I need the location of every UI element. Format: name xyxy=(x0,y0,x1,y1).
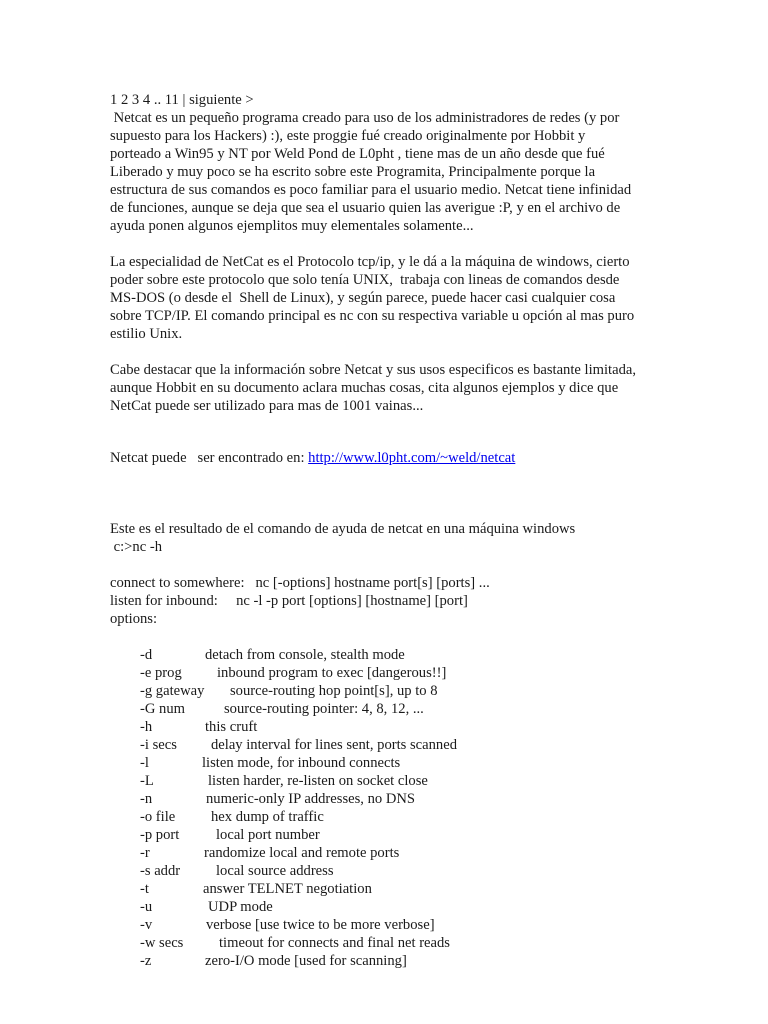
text-line: de funciones, aunque se deja que sea el usuario quien las averigue :P, y en el archivo de xyxy=(110,200,621,216)
option-flag: -w secs xyxy=(140,935,184,951)
option-row xyxy=(110,808,670,826)
text-line: sobre TCP/IP. El comando principal es nc con su respectiva variable u opción al mas puro xyxy=(110,308,635,324)
option-row xyxy=(110,790,670,808)
text-line: estructura de sus comandos es poco familiar para el usuario medio. Netcat tiene infinidad xyxy=(110,182,632,198)
option-flag: -v xyxy=(140,917,153,933)
pagination xyxy=(110,91,670,109)
help-intro xyxy=(110,520,670,556)
option-row xyxy=(110,736,670,754)
option-desc: hex dump of traffic xyxy=(211,809,324,825)
option-flag: -i secs xyxy=(140,737,177,753)
option-desc: source-routing hop point[s], up to 8 xyxy=(230,683,438,699)
option-row xyxy=(110,898,670,916)
text-line: aunque Hobbit en su documento aclara muchas cosas, cita algunos ejemplos y dice que xyxy=(110,380,619,396)
text-line: poder sobre este protocolo que solo tenía UNIX, trabaja con lineas de comandos desde xyxy=(110,272,620,288)
intro-paragraph xyxy=(110,109,670,235)
option-desc: randomize local and remote ports xyxy=(204,845,400,861)
option-flag: -g gateway xyxy=(140,683,205,699)
option-row xyxy=(110,934,670,952)
limited-info-paragraph xyxy=(110,361,670,415)
pagination-ellipsis: .. xyxy=(153,92,162,108)
option-flag: -r xyxy=(140,845,150,861)
option-flag: -u xyxy=(140,899,153,915)
option-flag: -p port xyxy=(140,827,180,843)
netcat-url-link[interactable]: http://www.l0pht.com/~weld/netcat xyxy=(308,450,516,466)
option-row xyxy=(110,844,670,862)
page-link-11[interactable]: 11 xyxy=(164,92,179,108)
option-flag: -z xyxy=(140,953,152,969)
option-desc: delay interval for lines sent, ports scanned xyxy=(211,737,457,753)
text-line: Netcat es un pequeño programa creado para uso de los administradores de redes (y por xyxy=(110,110,620,126)
option-desc: listen mode, for inbound connects xyxy=(202,755,401,771)
option-row xyxy=(110,718,670,736)
download-paragraph xyxy=(110,449,670,467)
option-flag: -h xyxy=(140,719,153,735)
option-desc: numeric-only IP addresses, no DNS xyxy=(206,791,416,807)
option-desc: answer TELNET negotiation xyxy=(203,881,372,897)
download-text: Netcat puede ser encontrado en: xyxy=(110,450,309,466)
options-heading: options: xyxy=(110,611,158,627)
option-row xyxy=(110,880,670,898)
option-desc: listen harder, re-listen on socket close xyxy=(208,773,428,789)
option-row xyxy=(110,952,670,970)
document-page xyxy=(110,91,670,970)
text-line: porteado a Win95 y NT por Weld Pond de L0pht , tiene mas de un año desde que fué xyxy=(110,146,605,162)
option-desc: timeout for connects and final net reads xyxy=(219,935,450,951)
option-row xyxy=(110,682,670,700)
option-desc: UDP mode xyxy=(208,899,273,915)
option-row xyxy=(110,664,670,682)
option-desc: this cruft xyxy=(205,719,258,735)
text-line: Liberado y muy poco se ha escrito sobre este Programita, Principalmente porque la xyxy=(110,164,596,180)
text-line: supuesto para los Hackers) :), este proggie fué creado originalmente por Hobbit y xyxy=(110,128,586,144)
option-row xyxy=(110,862,670,880)
next-page-link[interactable]: siguiente > xyxy=(189,92,254,108)
option-flag: -e prog xyxy=(140,665,182,681)
option-flag: -d xyxy=(140,647,153,663)
text-line: Cabe destacar que la información sobre Netcat y sus usos especificos es bastante limitada, xyxy=(110,362,637,378)
usage-block xyxy=(110,574,670,628)
text-line: estilio Unix. xyxy=(110,326,183,342)
option-desc: local source address xyxy=(216,863,334,879)
page-link-4[interactable]: 4 xyxy=(142,92,151,108)
command-line: c:>nc -h xyxy=(110,539,162,555)
options-list xyxy=(110,646,670,970)
option-flag: -L xyxy=(140,773,154,789)
option-flag: -G num xyxy=(140,701,185,717)
pagination-separator: | xyxy=(182,92,186,108)
option-desc: local port number xyxy=(216,827,320,843)
option-desc: verbose [use twice to be more verbose] xyxy=(206,917,435,933)
option-desc: inbound program to exec [dangerous!!] xyxy=(217,665,447,681)
option-desc: detach from console, stealth mode xyxy=(205,647,405,663)
option-row xyxy=(110,754,670,772)
option-flag: -t xyxy=(140,881,149,897)
option-desc: source-routing pointer: 4, 8, 12, ... xyxy=(224,701,424,717)
text-line: La especialidad de NetCat es el Protocolo tcp/ip, y le dá a la máquina de windows, cierto xyxy=(110,254,630,270)
text-line: MS-DOS (o desde el Shell de Linux), y según parece, puede hacer casi cualquier cosa xyxy=(110,290,616,306)
text-line: Este es el resultado de el comando de ayuda de netcat en una máquina windows xyxy=(110,521,576,537)
page-link-3[interactable]: 3 xyxy=(131,92,140,108)
option-flag: -n xyxy=(140,791,153,807)
option-row xyxy=(110,826,670,844)
usage-connect: connect to somewhere: nc [-options] hostname port[s] [ports] ... xyxy=(110,575,490,591)
page-link-1[interactable]: 1 xyxy=(110,92,118,108)
usage-listen: listen for inbound: nc -l -p port [options] [hostname] [port] xyxy=(110,593,468,609)
page-link-2[interactable]: 2 xyxy=(120,92,129,108)
text-line: NetCat puede ser utilizado para mas de 1001 vainas... xyxy=(110,398,424,414)
option-row xyxy=(110,772,670,790)
option-flag: -s addr xyxy=(140,863,181,879)
text-line: ayuda ponen algunos ejemplitos muy elementales solamente... xyxy=(110,218,474,234)
option-flag: -o file xyxy=(140,809,176,825)
option-row xyxy=(110,700,670,718)
option-row xyxy=(110,916,670,934)
option-flag: -l xyxy=(140,755,149,771)
option-row xyxy=(110,646,670,664)
specialty-paragraph xyxy=(110,253,670,343)
option-desc: zero-I/O mode [used for scanning] xyxy=(205,953,407,969)
